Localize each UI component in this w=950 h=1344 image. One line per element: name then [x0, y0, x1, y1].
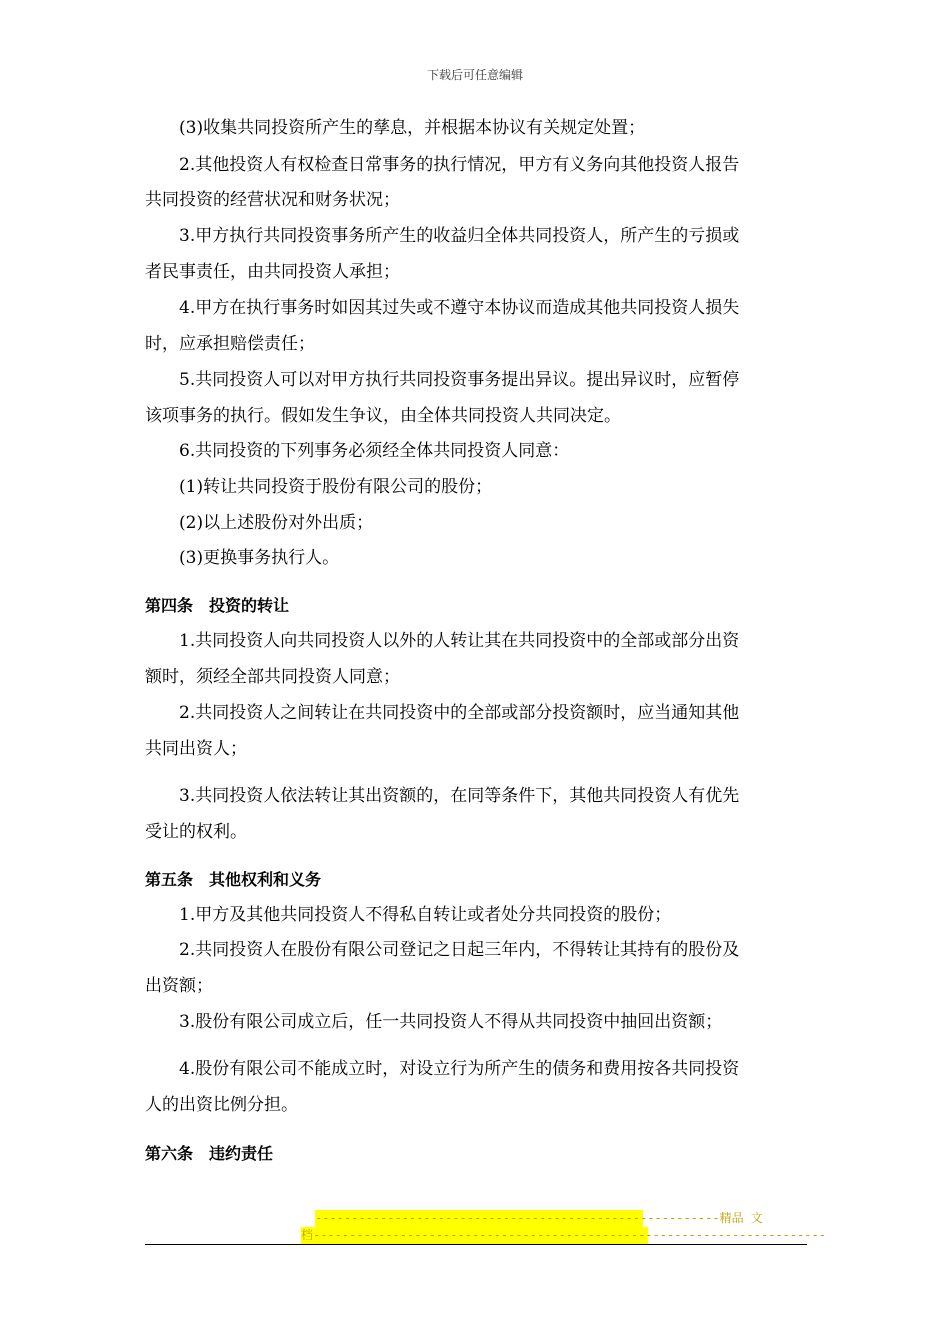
paragraph-line: 人的出资比例分担。	[145, 1095, 298, 1115]
paragraph-line: 共同出资人；	[145, 739, 247, 759]
paragraph-line: 出资额；	[145, 976, 213, 996]
paragraph-line: 6.共同投资的下列事务必须经全体共同投资人同意：	[179, 441, 570, 461]
paragraph-line: (3)收集共同投资所产生的孳息，并根据本协议有关规定处置；	[179, 118, 646, 138]
paragraph-line: 1.共同投资人向共同投资人以外的人转让其在共同投资中的全部或部分出资	[179, 631, 740, 651]
paragraph-line: 4.股份有限公司不能成立时，对设立行为所产生的债务和费用按各共同投资	[179, 1059, 740, 1079]
paragraph-line: 该项事务的执行。假如发生争议，由全体共同投资人共同决定。	[145, 406, 621, 426]
paragraph-line: (1)转让共同投资于股份有限公司的股份；	[179, 477, 493, 497]
footer-rule	[145, 1244, 807, 1245]
paragraph-line: 时，应承担赔偿责任；	[145, 334, 315, 354]
section-heading: 第六条 违约责任	[145, 1144, 274, 1163]
paragraph-line: 2.共同投资人之间转让在共同投资中的全部或部分投资额时，应当通知其他	[179, 703, 740, 723]
footer-highlight-line: 档-----------------------------------------------------------------------	[301, 1228, 826, 1242]
paragraph-line: (2)以上述股份对外出质；	[179, 513, 374, 533]
paragraph-line: 5.共同投资人可以对甲方执行共同投资事务提出异议。提出异议时，应暂停	[179, 370, 740, 390]
page-header: 下载后可任意编辑	[426, 68, 523, 82]
paragraph-line: 2.共同投资人在股份有限公司登记之日起三年内，不得转让其持有的股份及	[179, 940, 740, 960]
paragraph-line: 4.甲方在执行事务时如因其过失或不遵守本协议而造成其他共同投资人损失	[179, 298, 740, 318]
paragraph-line: 2.其他投资人有权检查日常事务的执行情况，甲方有义务向其他投资人报告	[179, 155, 740, 175]
paragraph-line: 3.甲方执行共同投资事务所产生的收益归全体共同投资人，所产生的亏损或	[179, 226, 740, 246]
paragraph-line: 共同投资的经营状况和财务状况；	[145, 190, 400, 210]
paragraph-line: 1.甲方及其他共同投资人不得私自转让或者处分共同投资的股份；	[179, 905, 672, 925]
paragraph-line: 3.共同投资人依法转让其出资额的，在同等条件下，其他共同投资人有优先	[179, 786, 740, 806]
paragraph-line: 3.股份有限公司成立后，任一共同投资人不得从共同投资中抽回出资额；	[179, 1012, 723, 1032]
section-heading: 第五条 其他权利和义务	[145, 870, 322, 889]
paragraph-line: 者民事责任，由共同投资人承担；	[145, 262, 400, 282]
paragraph-line: (3)更换事务执行人。	[179, 548, 340, 568]
paragraph-line: 额时，须经全部共同投资人同意；	[145, 667, 400, 687]
footer-highlight-line: --------------------------------------------------------精品 文	[315, 1211, 763, 1225]
section-heading: 第四条 投资的转让	[145, 596, 290, 615]
paragraph-line: 受让的权利。	[145, 822, 247, 842]
